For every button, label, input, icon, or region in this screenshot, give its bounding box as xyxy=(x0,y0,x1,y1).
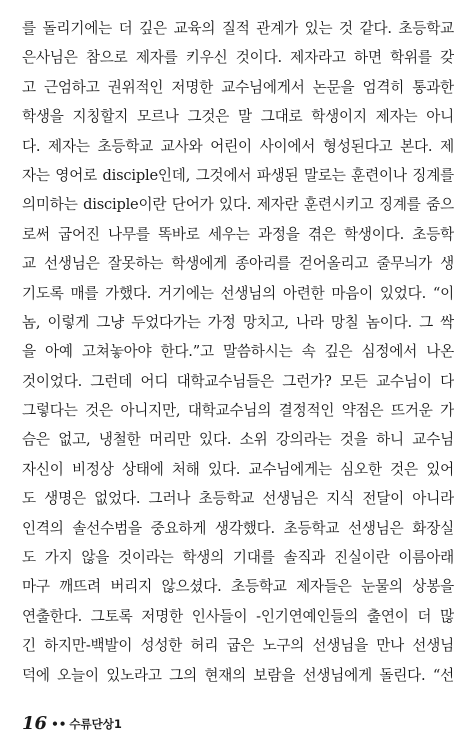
text-line: 기도록 매를 가했다. 거기에는 선생님의 아련한 마음이 있었다. “이 xyxy=(22,284,454,302)
text-line: 덕에 오늘이 있노라고 그의 현재의 보람을 선생님에게 돌린다. “선 xyxy=(22,666,454,684)
text-line: 인격의 솔선수범을 중요하게 생각했다. 초등학교 선생님은 화장실 xyxy=(22,519,454,537)
text-line: 슴은 없고, 냉철한 머리만 있다. 소위 강의라는 것을 하니 교수님 xyxy=(22,431,454,449)
text-line: 을 아예 고쳐놓아야 한다.”고 말씀하시는 속 깊은 심정에서 나온 xyxy=(22,343,454,361)
text-line: 도 가지 않을 것이라는 학생의 기대를 솔직과 진실이란 이름아래 xyxy=(22,549,454,567)
text-line: 마구 깨뜨려 버리지 않으셨다. 초등학교 제자들은 눈물의 상봉을 xyxy=(22,578,454,596)
text-line: 로써 굽어진 나무를 똑바로 세우는 과정을 겪은 학생이다. 초등학 xyxy=(22,225,454,243)
text-line: 고 근엄하고 권위적인 저명한 교수님에게서 논문을 엄격히 통과한 xyxy=(22,78,454,96)
body-text xyxy=(22,14,454,690)
text-line: 학생을 지칭할지 모르나 그것은 말 그대로 학생이지 제자는 아니 xyxy=(22,108,454,126)
text-line: 다. 제자는 초등학교 교사와 어린이 사이에서 형성된다고 본다. 제 xyxy=(22,137,454,155)
text-line: 의미하는 disciple이란 단어가 있다. 제자란 훈련시키고 징계를 줌으 xyxy=(22,196,454,214)
page-number: 16 xyxy=(22,713,48,734)
running-title: 수류단상1 xyxy=(69,717,122,731)
text-line: 그렇다는 것은 아니지만, 대학교수님의 결정적인 약점은 뜨거운 가 xyxy=(22,402,454,420)
text-line: 자는 영어로 disciple인데, 그것에서 파생된 말로는 훈련이나 징계를 xyxy=(22,166,454,184)
text-line: 교 선생님은 잘못하는 학생에게 종아리를 걷어올리고 줄무늬가 생 xyxy=(22,255,454,273)
text-line: 놈, 이렇게 그냥 두었다가는 가정 망치고, 나라 망칠 놈이다. 그 싹 xyxy=(22,313,454,331)
text-line: 도 생명은 없었다. 그러나 초등학교 선생님은 지식 전달이 아니라 xyxy=(22,490,454,508)
page-footer xyxy=(22,712,122,736)
text-line: 은사님은 참으로 제자를 키우신 것이다. 제자라고 하면 학위를 갖 xyxy=(22,49,454,67)
text-line: 를 돌리기에는 더 깊은 교육의 질적 관계가 있는 것 같다. 초등학교 xyxy=(22,20,454,37)
text-line: 연출한다. 그토록 저명한 인사들이 -인기연예인들의 출연이 더 많 xyxy=(22,607,454,625)
footer-separator: •• xyxy=(51,717,67,731)
text-line: 것이었다. 그런데 어디 대학교수님들은 그런가? 모든 교수님이 다 xyxy=(22,372,454,390)
text-line: 긴 하지만-백발이 성성한 허리 굽은 노구의 선생님을 만나 선생님 xyxy=(22,637,454,655)
text-line: 자신이 비정상 상태에 처해 있다. 교수님에게는 심오한 것은 있어 xyxy=(22,460,454,478)
